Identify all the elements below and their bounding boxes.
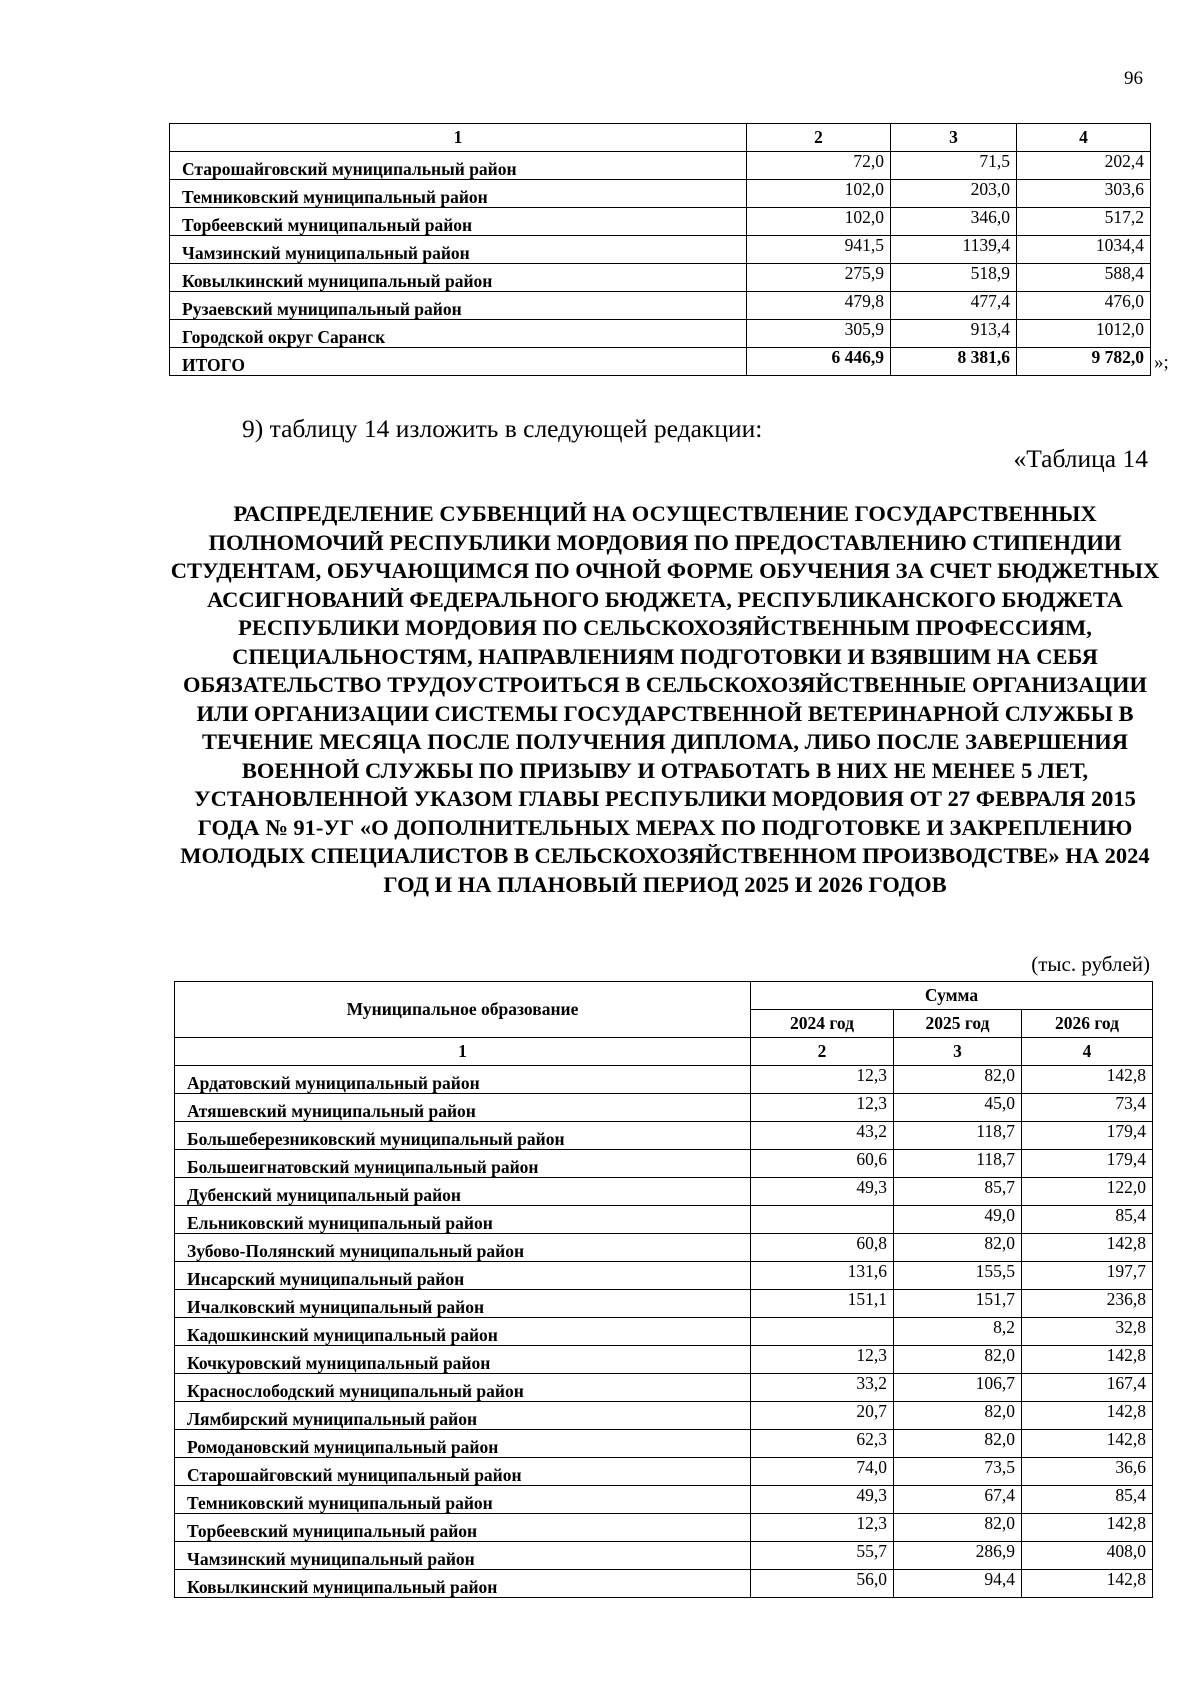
table-row <box>175 1234 1153 1262</box>
municipality-name: Торбеевский муниципальный район <box>175 1514 751 1542</box>
value-2024: 43,2 <box>751 1122 894 1150</box>
table-row <box>175 1094 1153 1122</box>
value-2025: 203,0 <box>891 180 1017 208</box>
value-2025: 477,4 <box>891 292 1017 320</box>
value-2026: 517,2 <box>1017 208 1151 236</box>
municipality-name: Атяшевский муниципальный район <box>175 1094 751 1122</box>
value-2026: 179,4 <box>1022 1122 1153 1150</box>
value-2025: 82,0 <box>894 1514 1022 1542</box>
table-row <box>175 1178 1153 1206</box>
municipality-name: Кадошкинский муниципальный район <box>175 1318 751 1346</box>
value-2024: 305,9 <box>747 320 891 348</box>
value-2025: 82,0 <box>894 1234 1022 1262</box>
municipality-name: Краснослободский муниципальный район <box>175 1374 751 1402</box>
table-row <box>175 1066 1153 1094</box>
municipality-name: Старошайговский муниципальный район <box>170 152 747 180</box>
value-2024: 102,0 <box>747 208 891 236</box>
column-number-cell: 3 <box>891 124 1017 152</box>
table-row <box>170 320 1151 348</box>
value-2025: 85,7 <box>894 1178 1022 1206</box>
value-2026: 122,0 <box>1022 1178 1153 1206</box>
table-row <box>175 1570 1153 1598</box>
value-2025: 1139,4 <box>891 236 1017 264</box>
value-2026: 1012,0 <box>1017 320 1151 348</box>
page-number: 96 <box>1124 68 1143 89</box>
value-2024: 479,8 <box>747 292 891 320</box>
value-2025: 118,7 <box>894 1150 1022 1178</box>
value-2026: 85,4 <box>1022 1486 1153 1514</box>
total-2025: 8 381,6 <box>891 348 1017 376</box>
value-2024: 49,3 <box>751 1486 894 1514</box>
table-row <box>175 1262 1153 1290</box>
table-row <box>175 1430 1153 1458</box>
value-2025: 82,0 <box>894 1346 1022 1374</box>
table-row <box>175 1542 1153 1570</box>
column-number-cell: 1 <box>175 1038 751 1066</box>
value-2025: 8,2 <box>894 1318 1022 1346</box>
value-2024: 60,6 <box>751 1150 894 1178</box>
municipality-name: Зубово-Полянский муниципальный район <box>175 1234 751 1262</box>
value-2026: 408,0 <box>1022 1542 1153 1570</box>
municipality-name: Лямбирский муниципальный район <box>175 1402 751 1430</box>
municipality-name: Чамзинский муниципальный район <box>170 236 747 264</box>
table-row <box>175 1122 1153 1150</box>
value-2025: 49,0 <box>894 1206 1022 1234</box>
closing-quote: »; <box>1154 352 1169 373</box>
municipality-name: Большеигнатовский муниципальный район <box>175 1150 751 1178</box>
total-row <box>170 348 1151 376</box>
value-2024: 49,3 <box>751 1178 894 1206</box>
value-2024: 62,3 <box>751 1430 894 1458</box>
value-2025: 45,0 <box>894 1094 1022 1122</box>
value-2025: 155,5 <box>894 1262 1022 1290</box>
municipality-name: Темниковский муниципальный район <box>175 1486 751 1514</box>
municipality-name: Темниковский муниципальный район <box>170 180 747 208</box>
value-2024: 275,9 <box>747 264 891 292</box>
table-row <box>175 1318 1153 1346</box>
year-header: 2025 год <box>894 1010 1022 1038</box>
value-2026: 32,8 <box>1022 1318 1153 1346</box>
continuation-table <box>169 123 1151 376</box>
year-header: 2024 год <box>751 1010 894 1038</box>
value-2026: 476,0 <box>1017 292 1151 320</box>
value-2026: 142,8 <box>1022 1402 1153 1430</box>
municipality-name: Большеберезниковский муниципальный район <box>175 1122 751 1150</box>
value-2024: 102,0 <box>747 180 891 208</box>
table-row <box>170 208 1151 236</box>
sum-column-header: Сумма <box>751 982 1153 1010</box>
value-2025: 518,9 <box>891 264 1017 292</box>
table-row <box>175 1346 1153 1374</box>
value-2024: 55,7 <box>751 1542 894 1570</box>
column-number-cell: 2 <box>747 124 891 152</box>
table-row <box>175 1206 1153 1234</box>
value-2026: 167,4 <box>1022 1374 1153 1402</box>
value-2024: 33,2 <box>751 1374 894 1402</box>
value-2026: 303,6 <box>1017 180 1151 208</box>
total-label: ИТОГО <box>170 348 747 376</box>
municipality-name: Дубенский муниципальный район <box>175 1178 751 1206</box>
municipality-name: Ельниковский муниципальный район <box>175 1206 751 1234</box>
value-2025: 913,4 <box>891 320 1017 348</box>
table-row <box>175 1486 1153 1514</box>
value-2025: 82,0 <box>894 1430 1022 1458</box>
municipality-name: Ковылкинский муниципальный район <box>175 1570 751 1598</box>
table-row <box>170 264 1151 292</box>
table-row <box>175 1458 1153 1486</box>
table-title: РАСПРЕДЕЛЕНИЕ СУБВЕНЦИЙ НА ОСУЩЕСТВЛЕНИЕ ГОСУДАРСТВЕННЫХ ПОЛНОМОЧИЙ РЕСПУБЛИКИ МОРДОВИЯ ПО ПРЕДОСТАВЛЕНИЮ СТИПЕНДИИ СТУДЕНТАМ, ОБУЧАЮЩИМСЯ ПО ОЧНОЙ ФОРМЕ ОБУЧЕНИЯ ЗА СЧЕТ БЮДЖЕТНЫХ АССИГНОВАНИЙ ФЕДЕРАЛЬНОГО БЮДЖЕТА, РЕСПУБЛИКАНСКОГО БЮДЖЕТА РЕСПУБЛИКИ МОРДОВИЯ ПО СЕЛЬСКОХОЗЯЙСТВЕННЫМ ПРОФЕССИЯМ, СПЕЦИАЛЬНОСТЯМ, НАПРАВЛЕНИЯМ ПОДГОТОВКИ И ВЗЯВШИМ НА СЕБЯ ОБЯЗАТЕЛЬСТВО ТРУДОУСТРОИТЬСЯ В СЕЛЬСКОХОЗЯЙСТВЕННЫЕ ОРГАНИЗАЦИИ ИЛИ ОРГАНИЗАЦИИ СИСТЕМЫ ГОСУДАРСТВЕННОЙ ВЕТЕРИНАРНОЙ СЛУЖБЫ В ТЕЧЕНИЕ МЕСЯЦА ПОСЛЕ ПОЛУЧЕНИЯ ДИПЛОМА, ЛИБО ПОСЛЕ ЗАВЕРШЕНИЯ ВОЕННОЙ СЛУЖБЫ ПО ПРИЗЫВУ И ОТРАБОТАТЬ В НИХ НЕ МЕНЕЕ 5 ЛЕТ, УСТАНОВЛЕННОЙ УКАЗОМ ГЛАВЫ РЕСПУБЛИКИ МОРДОВИЯ ОТ 27 ФЕВРАЛЯ 2015 ГОДА № 91-УГ «О ДОПОЛНИТЕЛЬНЫХ МЕРАХ ПО ПОДГОТОВКЕ И ЗАКРЕПЛЕНИЮ МОЛОДЫХ СПЕЦИАЛИСТОВ В СЕЛЬСКОХОЗЯЙСТВЕННОМ ПРОИЗВОДСТВЕ» НА 2024 ГОД И НА ПЛАНОВЫЙ ПЕРИОД 2025 И 2026 ГОДОВ <box>170 501 1160 897</box>
table-row <box>175 1374 1153 1402</box>
value-2024: 12,3 <box>751 1346 894 1374</box>
total-2026: 9 782,0 <box>1017 348 1151 376</box>
value-2025: 71,5 <box>891 152 1017 180</box>
table-row <box>170 152 1151 180</box>
table-label: «Таблица 14 <box>1013 444 1148 473</box>
value-2026: 36,6 <box>1022 1458 1153 1486</box>
value-2024 <box>751 1206 894 1234</box>
value-2025: 82,0 <box>894 1066 1022 1094</box>
column-number-cell: 2 <box>751 1038 894 1066</box>
column-numbers-row <box>175 1038 1153 1066</box>
value-2025: 118,7 <box>894 1122 1022 1150</box>
value-2024: 151,1 <box>751 1290 894 1318</box>
table-row <box>175 1290 1153 1318</box>
table-row <box>175 1402 1153 1430</box>
value-2024: 74,0 <box>751 1458 894 1486</box>
value-2024: 941,5 <box>747 236 891 264</box>
value-2026: 1034,4 <box>1017 236 1151 264</box>
table-row <box>170 292 1151 320</box>
value-2025: 151,7 <box>894 1290 1022 1318</box>
value-2024: 12,3 <box>751 1514 894 1542</box>
value-2024: 56,0 <box>751 1570 894 1598</box>
value-2026: 236,8 <box>1022 1290 1153 1318</box>
value-2026: 179,4 <box>1022 1150 1153 1178</box>
subvention-table <box>174 981 1153 1598</box>
value-2025: 73,5 <box>894 1458 1022 1486</box>
value-2024: 131,6 <box>751 1262 894 1290</box>
municipality-name: Кочкуровский муниципальный район <box>175 1346 751 1374</box>
amendment-instruction: 9) таблицу 14 изложить в следующей редакции: <box>242 414 763 443</box>
municipality-name: Ардатовский муниципальный район <box>175 1066 751 1094</box>
value-2025: 82,0 <box>894 1402 1022 1430</box>
table-header-row <box>175 982 1153 1010</box>
municipality-name: Ромодановский муниципальный район <box>175 1430 751 1458</box>
value-2026: 142,8 <box>1022 1514 1153 1542</box>
table-row <box>175 1514 1153 1542</box>
column-number-cell: 1 <box>170 124 747 152</box>
municipality-name: Ичалковский муниципальный район <box>175 1290 751 1318</box>
value-2025: 106,7 <box>894 1374 1022 1402</box>
table-row <box>170 180 1151 208</box>
municipality-column-header: Муниципальное образование <box>175 982 751 1038</box>
value-2026: 202,4 <box>1017 152 1151 180</box>
municipality-name: Рузаевский муниципальный район <box>170 292 747 320</box>
municipality-name: Городской округ Саранск <box>170 320 747 348</box>
value-2026: 588,4 <box>1017 264 1151 292</box>
value-2025: 286,9 <box>894 1542 1022 1570</box>
municipality-name: Старошайговский муниципальный район <box>175 1458 751 1486</box>
column-number-cell: 4 <box>1017 124 1151 152</box>
units-label: (тыс. рублей) <box>1031 952 1150 976</box>
value-2024: 12,3 <box>751 1066 894 1094</box>
value-2025: 94,4 <box>894 1570 1022 1598</box>
value-2024: 60,8 <box>751 1234 894 1262</box>
column-number-cell: 3 <box>894 1038 1022 1066</box>
value-2026: 142,8 <box>1022 1346 1153 1374</box>
municipality-name: Ковылкинский муниципальный район <box>170 264 747 292</box>
value-2024: 72,0 <box>747 152 891 180</box>
value-2024: 12,3 <box>751 1094 894 1122</box>
value-2025: 67,4 <box>894 1486 1022 1514</box>
municipality-name: Инсарский муниципальный район <box>175 1262 751 1290</box>
table-row <box>170 236 1151 264</box>
value-2026: 142,8 <box>1022 1066 1153 1094</box>
value-2026: 142,8 <box>1022 1430 1153 1458</box>
value-2025: 346,0 <box>891 208 1017 236</box>
year-header: 2026 год <box>1022 1010 1153 1038</box>
value-2026: 73,4 <box>1022 1094 1153 1122</box>
value-2024: 20,7 <box>751 1402 894 1430</box>
value-2026: 197,7 <box>1022 1262 1153 1290</box>
value-2026: 142,8 <box>1022 1570 1153 1598</box>
table-header-row <box>170 124 1151 152</box>
table-row <box>175 1150 1153 1178</box>
value-2026: 142,8 <box>1022 1234 1153 1262</box>
value-2024 <box>751 1318 894 1346</box>
total-2024: 6 446,9 <box>747 348 891 376</box>
municipality-name: Торбеевский муниципальный район <box>170 208 747 236</box>
value-2026: 85,4 <box>1022 1206 1153 1234</box>
municipality-name: Чамзинский муниципальный район <box>175 1542 751 1570</box>
column-number-cell: 4 <box>1022 1038 1153 1066</box>
